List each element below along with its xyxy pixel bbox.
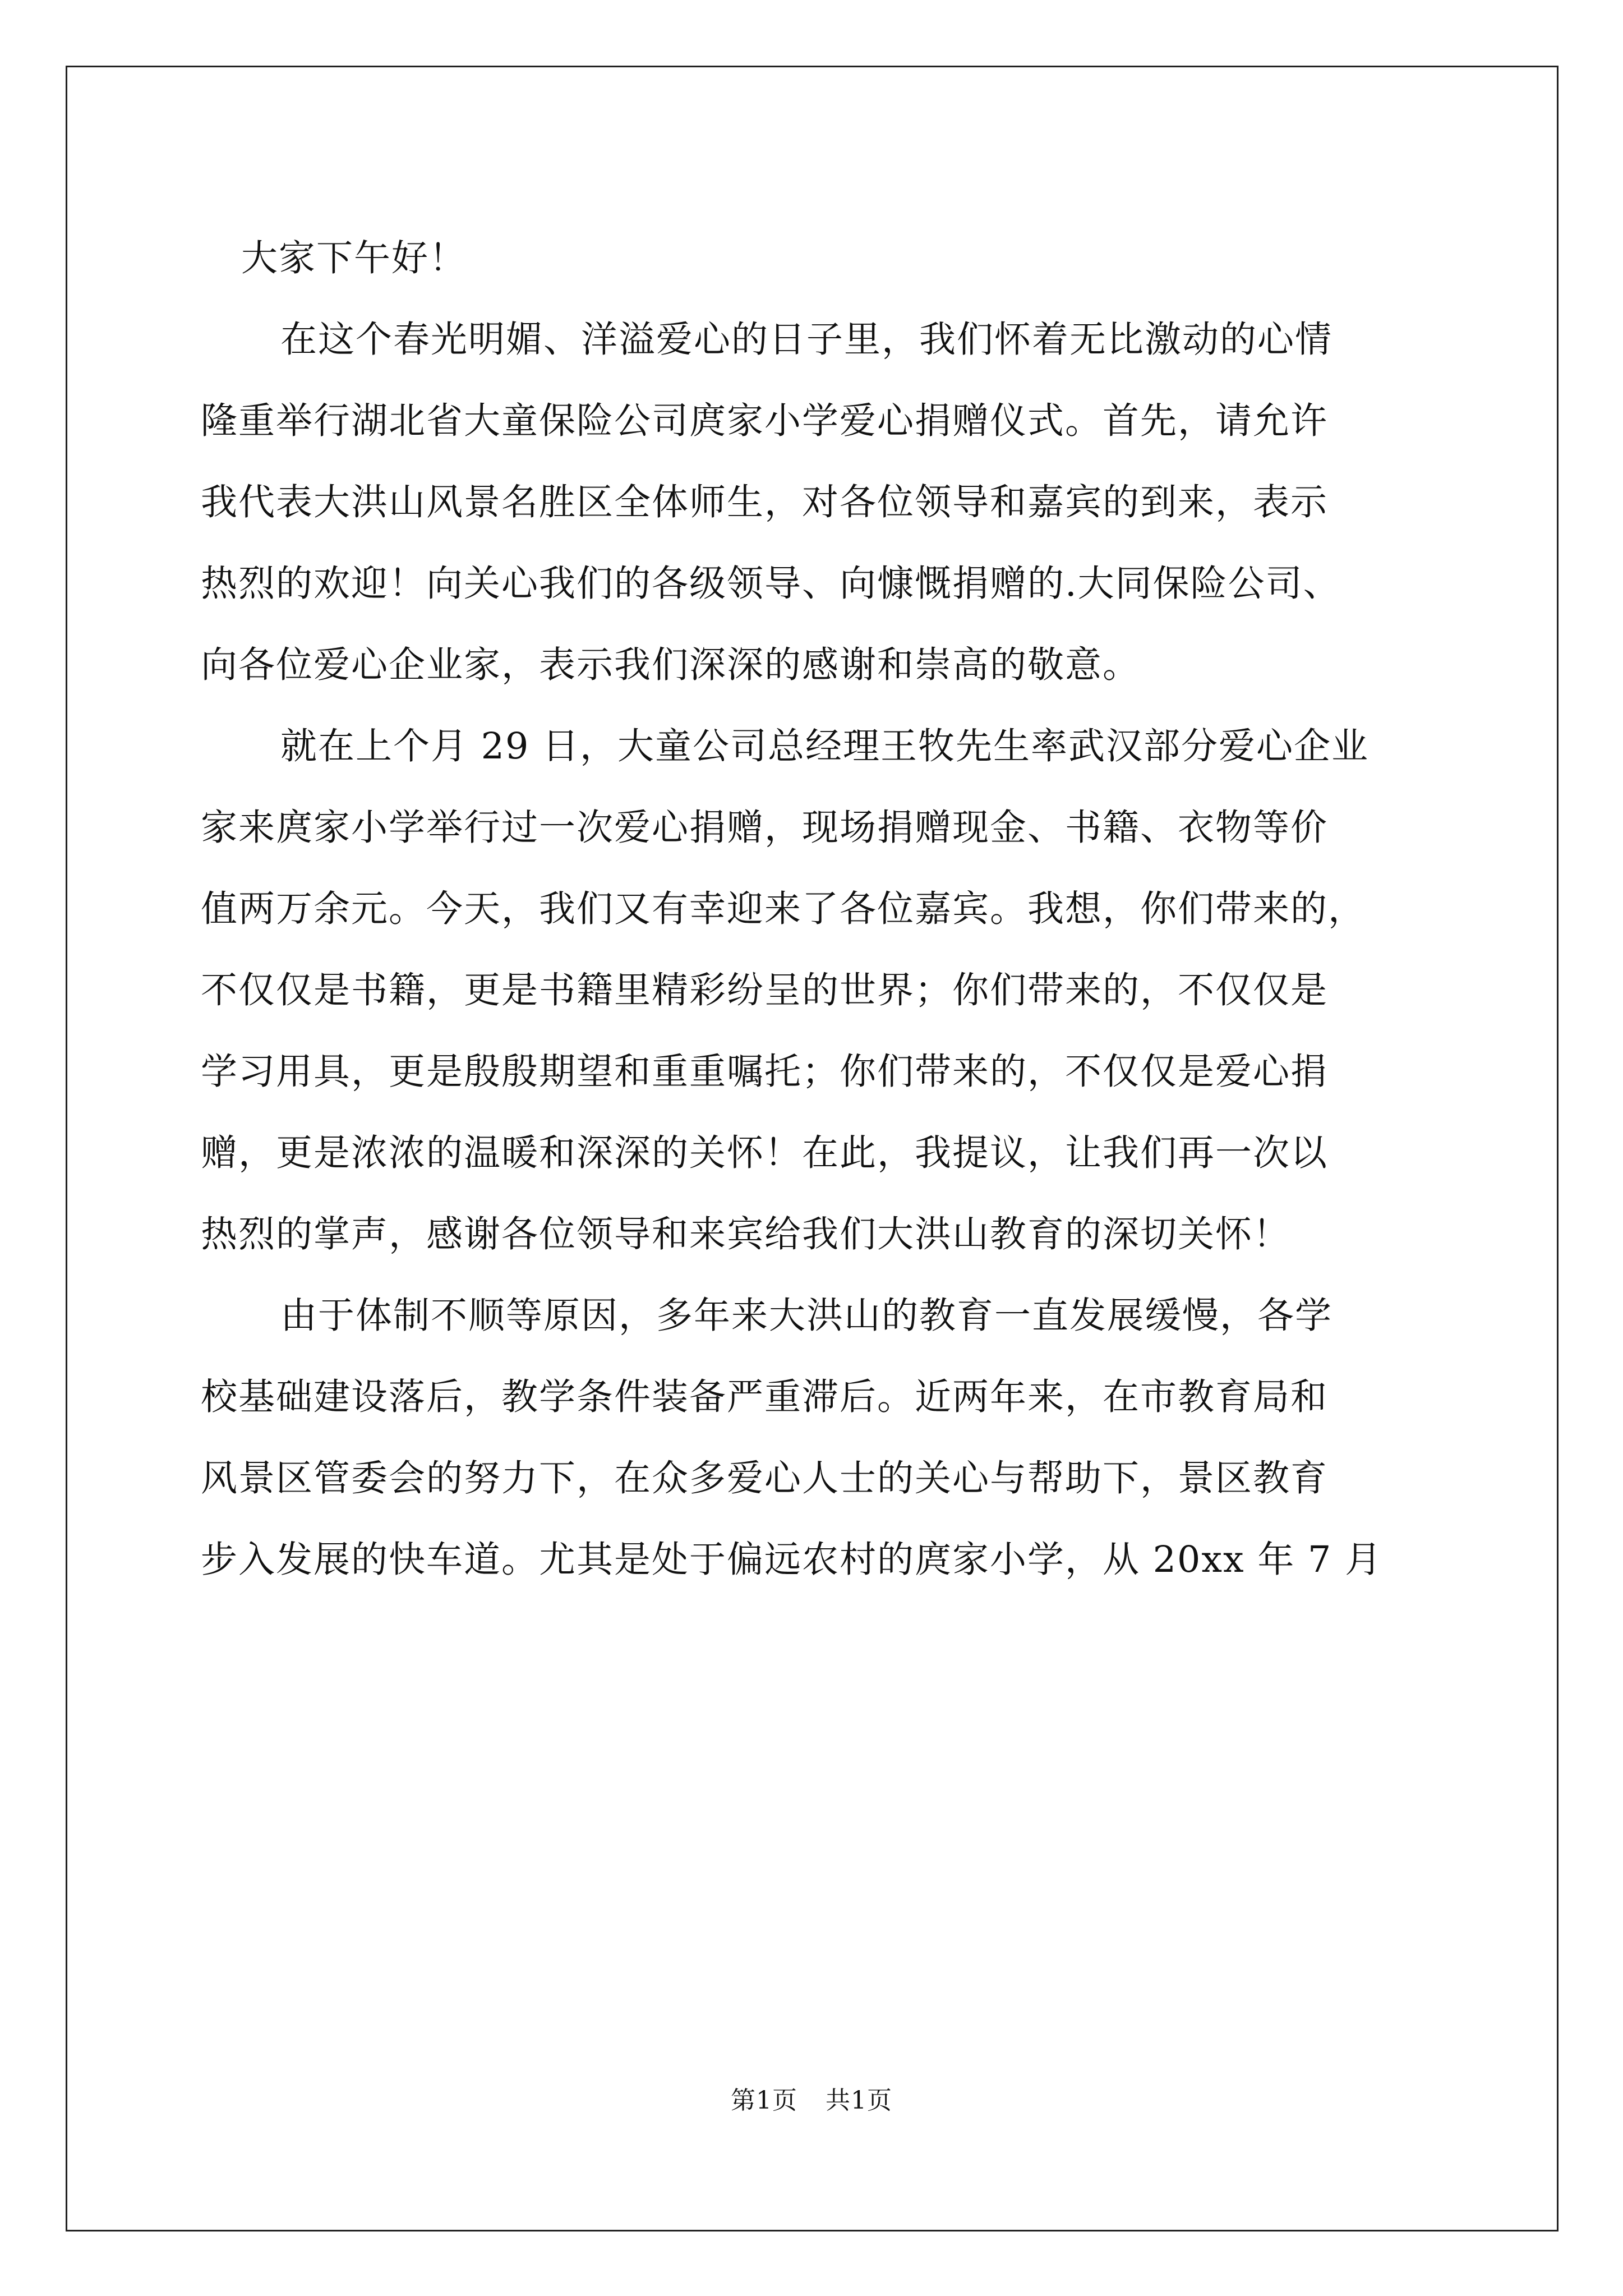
page-footer [0,2084,1623,2118]
page-number-total: 共1页 [826,2086,892,2115]
greeting-line: 大家下午好！ [241,237,467,279]
paragraph-line: 隆重举行湖北省大童保险公司庹家小学爱心捐赠仪式。首先，请允许 [201,400,1329,442]
paragraph-line: 学习用具，更是殷殷期望和重重嘱托；你们带来的，不仅仅是爱心捐 [201,1051,1329,1093]
paragraph-line: 不仅仅是书籍，更是书籍里精彩纷呈的世界；你们带来的，不仅仅是 [201,969,1329,1011]
paragraph-line: 步入发展的快车道。尤其是处于偏远农村的庹家小学，从 20xx 年 7 月 [201,1539,1383,1581]
paragraph-line: 向各位爱心企业家，表示我们深深的感谢和崇高的敬意。 [201,644,1141,686]
document-body [201,218,1435,1600]
paragraph-line: 热烈的掌声，感谢各位领导和来宾给我们大洪山教育的深切关怀！ [201,1213,1291,1255]
paragraph-line: 值两万余元。今天，我们又有幸迎来了各位嘉宾。我想，你们带来的， [201,888,1366,930]
paragraph-1 [201,299,1435,706]
paragraph-line: 我代表大洪山风景名胜区全体师生，对各位领导和嘉宾的到来，表示 [201,481,1329,523]
paragraph-3 [201,1275,1435,1600]
paragraph-line: 就在上个月 29 日，大童公司总经理王牧先生率武汉部分爱心企业 [280,725,1370,767]
paragraph-line: 风景区管委会的努力下，在众多爱心人士的关心与帮助下，景区教育 [201,1457,1329,1499]
paragraph-line: 校基础建设落后，教学条件装备严重滞后。近两年来，在市教育局和 [201,1376,1329,1418]
paragraph-line: 由于体制不顺等原因，多年来大洪山的教育一直发展缓慢，各学 [280,1295,1333,1337]
paragraph-2 [201,706,1435,1275]
paragraph-line: 热烈的欢迎！向关心我们的各级领导、向慷慨捐赠的.大同保险公司、 [201,563,1341,605]
paragraph-line: 在这个春光明媚、洋溢爱心的日子里，我们怀着无比激动的心情 [280,319,1333,361]
paragraph-line: 赠，更是浓浓的温暖和深深的关怀！在此，我提议，让我们再一次以 [201,1132,1329,1174]
paragraph-line: 家来庹家小学举行过一次爱心捐赠，现场捐赠现金、书籍、衣物等价 [201,807,1329,849]
page-number-current: 第1页 [731,2086,797,2115]
